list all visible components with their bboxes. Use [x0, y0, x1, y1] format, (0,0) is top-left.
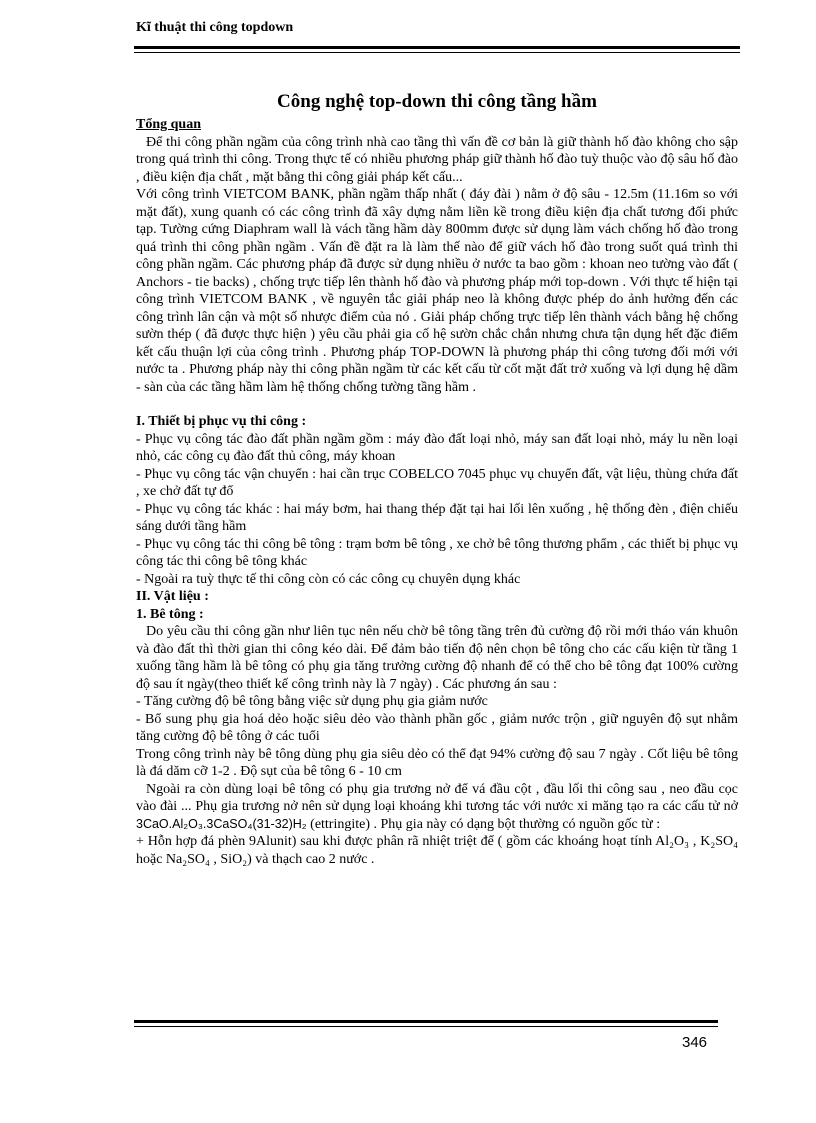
equipment-item: - Phục vụ công tác đào đất phần ngầm gồm : máy đào đất loại nhỏ, máy san đất loại nhỏ, máy lu nền loại nhỏ, các công cụ đào đất thủ công, máy khoan [136, 431, 738, 464]
concrete-p3-text-c: (ettringite) . Phụ gia này có dạng bột thường có nguồn gốc từ : [306, 816, 661, 832]
header-rule-thin [134, 52, 740, 53]
ettringite-formula: 3CaO.Al₂O₃.3CaSO₄(31-32)H₂ [136, 816, 307, 831]
overview-heading: Tổng quan [136, 117, 201, 132]
concrete-item: - Tăng cường độ bê tông bằng việc sử dụng phụ gia giảm nước [136, 694, 488, 709]
section-2-heading: II. Vật liệu : [136, 589, 209, 604]
equipment-item: - Phục vụ công tác khác : hai máy bơm, hai thang thép đặt tại hai lối lên xuống , hệ thống đèn , điện chiếu sáng dưới tầng hầm [136, 501, 738, 534]
alunite-text-c: ) và thạch cao 2 nước . [247, 851, 375, 867]
concrete-paragraph-2: Trong công trình này bê tông dùng phụ gia siêu dẻo có thể đạt 94% cường độ sau 7 ngày . Cốt liệu bê tông là đá dăm cỡ 1-2 . Độ sụt của bê tông 6 - 10 cm [136, 746, 738, 779]
overview-paragraph-1: Để thi công phần ngầm của công trình nhà cao tầng thì vấn đề cơ bản là giữ thành hố đào không cho sập trong quá trình thi công. Trong thực tế có nhiều phương pháp giữ thành hố đào tuỳ thuộc vào độ sâu hố đào , điều kiện địa chất , mặt bằng thi công giải pháp kết cấu... [136, 134, 738, 185]
footer-rule-thick [134, 1020, 718, 1023]
equipment-item: - Phục vụ công tác vận chuyển : hai cần trục COBELCO 7045 phục vụ chuyển đất, vật liệu, thùng chứa đất , xe chở đất tự đổ [136, 466, 738, 499]
concrete-item: - Bổ sung phụ gia hoá dẻo hoặc siêu dẻo vào thành phần gốc , giảm nước trộn , giữ nguyên độ sụt nhằm tăng cường độ bê tông ở các tuổi [136, 711, 738, 744]
document-title: Công nghệ top-down thi công tầng hầm [277, 91, 597, 112]
overview-paragraph-2: Với công trình VIETCOM BANK, phần ngầm thấp nhất ( đáy đài ) nằm ở độ sâu - 12.5m (11.16m so với mặt đất), xung quanh có các công trình đã xây dựng nằm liền kề trong điều kiện địa chất tương đối phức tạp. Tường cứng Diaphram wall là vách tầng hầm dày 800mm được sử dụng làm vách chống hố đào trong quá trình thi công phần ngầm . Vấn đề đặt ra là làm thế nào để giữ vách hố đào trong suốt quá trình thi công phần ngầm. Các phương pháp đã được sử dụng nhiều ở nước ta bao gồm : khoan neo tường vào đất ( Anchors - tie backs) , chống trực tiếp lên thành hố đào và phương pháp mới top-down . Với thực tế hiện tại công trình VIETCOM BANK , về nguyên tắc giải pháp neo là không được phép do ảnh hưởng đến các công trình lân cận và một số nhược điểm của nó . Giải pháp chống trực tiếp lên thành vách bằng hệ chống sườn thép ( đã được thực hiện ) yêu cầu phải gia cố hệ sườn chắc chắn nhưng chưa tận dụng hết đặc điểm kết cấu thuận lợi của công trình . Phương pháp TOP-DOWN là phương pháp thi công tương đối mới với nước ta . Phương pháp này thi công phần ngầm từ các kết cấu từ cốt mặt đất trở xuống và lợi dụng hệ dầm - sàn của các tầng hầm làm hệ thống chống tường tầng hầm . [136, 187, 738, 395]
subsection-concrete-heading: 1. Bê tông : [136, 606, 204, 622]
alunite-paragraph [136, 833, 738, 868]
equipment-item: - Phục vụ công tác thi công bê tông : trạm bơm bê tông , xe chở bê tông thương phẩm , các thiết bị phục vụ công tác thi công bê tông khác [136, 536, 738, 569]
section-1-heading: I. Thiết bị phục vụ thi công : [136, 414, 307, 429]
concrete-paragraph-3 [136, 781, 738, 834]
equipment-item: - Ngoài ra tuỳ thực tế thi công còn có các công cụ chuyên dụng khác [136, 571, 521, 587]
document-body [136, 90, 738, 868]
alunite-formula: Al₂O₃ , K₂SO₄ hoặc Na₂SO₄ , SiO₂ [136, 834, 738, 867]
footer-rule-thin [134, 1026, 718, 1027]
header-rule-thick [134, 46, 740, 49]
spacer [136, 396, 738, 413]
running-header: Kĩ thuật thi công topdown [136, 20, 294, 35]
concrete-paragraph-1: Do yêu cầu thi công gần như liên tục nên nếu chờ bê tông tầng trên đủ cường độ rồi mới tháo ván khuôn và đào đất thì thời gian thi công kéo dài. Để đảm bảo tiến độ nên chọn bê tông cho các cấu kiện từ tầng 1 xuống tầng hầm là bê tông có phụ gia tăng trưởng cường độ nhanh để có thể cho bê tông đạt 100% cường độ sau ít ngày(theo thiết kế công trình này là 7 ngày) . Các phương án sau : [136, 624, 738, 692]
alunite-text-a: + Hỗn hợp đá phèn 9Alunit) sau khi được phân rã nhiệt triệt để ( gồm các khoáng hoạt tính [136, 834, 656, 849]
page-number: 346 [682, 1034, 708, 1051]
concrete-p3-text-a: Ngoài ra còn dùng loại bê tông có phụ gia trương nở để vá đầu cột , đầu lối thi công sau , neo đầu cọc vào đài ... Phụ gia trương nở nên sử dụng loại khoáng khi tương tác với nước xi măng tạo ra các cấu tử nở [136, 781, 738, 814]
